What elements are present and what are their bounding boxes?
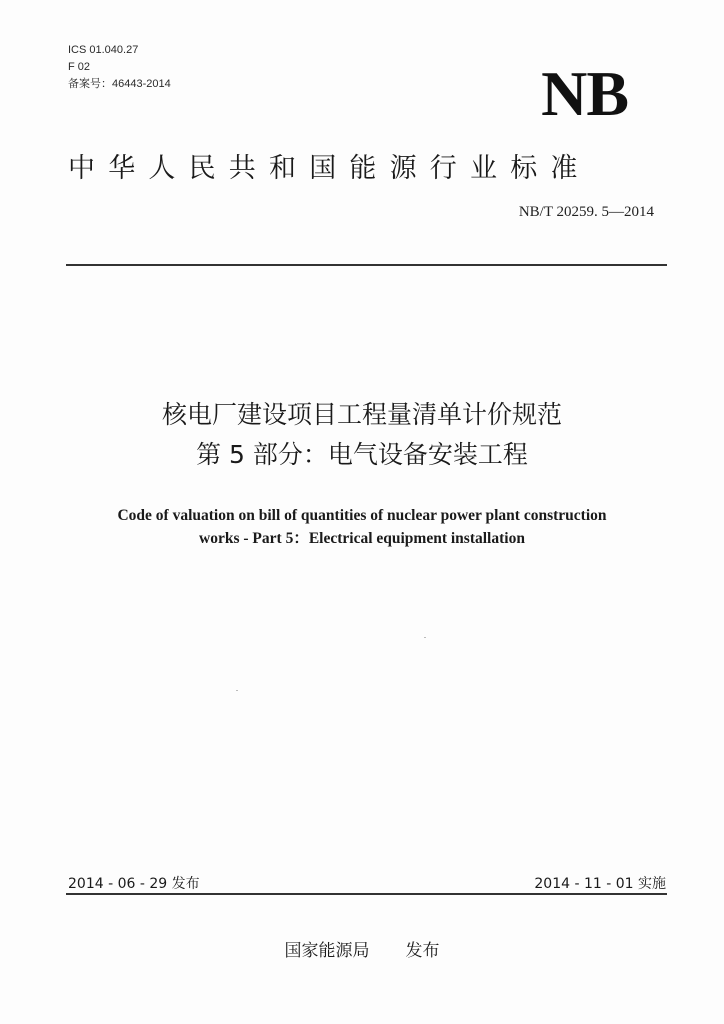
chinese-title-line-1: 核电厂建设项目工程量清单计价规范 (161, 400, 562, 429)
implementation-date: 2014 - 11 - 01 实施 (534, 876, 666, 892)
english-title (0, 504, 724, 550)
issuer-action: 发布 (405, 941, 440, 961)
scan-speck (424, 637, 426, 638)
chinese-title (0, 395, 724, 475)
standard-category-heading: 中华人民共和国能源行业标准 (68, 153, 591, 184)
chinese-title-line-2: 第 5 部分：电气设备安装工程 (196, 440, 528, 469)
scan-speck (236, 690, 238, 691)
bottom-divider (66, 893, 667, 895)
classification-block (68, 42, 171, 93)
english-title-line-1: Code of valuation on bill of quantities of nuclear power plant construction (117, 507, 607, 524)
category-code: F 02 (68, 61, 91, 73)
issuer-organization: 国家能源局 (284, 941, 370, 961)
ics-code: ICS 01.040.27 (68, 44, 139, 56)
nb-logo: NB (541, 58, 628, 129)
issuer-line (0, 936, 724, 961)
standard-number: NB/T 20259. 5—2014 (518, 204, 654, 220)
issue-date: 2014 - 06 - 29 发布 (68, 876, 200, 892)
filing-number: 备案号：46443-2014 (68, 78, 171, 90)
english-title-line-2: works - Part 5：Electrical equipment installation (199, 530, 525, 547)
top-divider (66, 264, 667, 266)
